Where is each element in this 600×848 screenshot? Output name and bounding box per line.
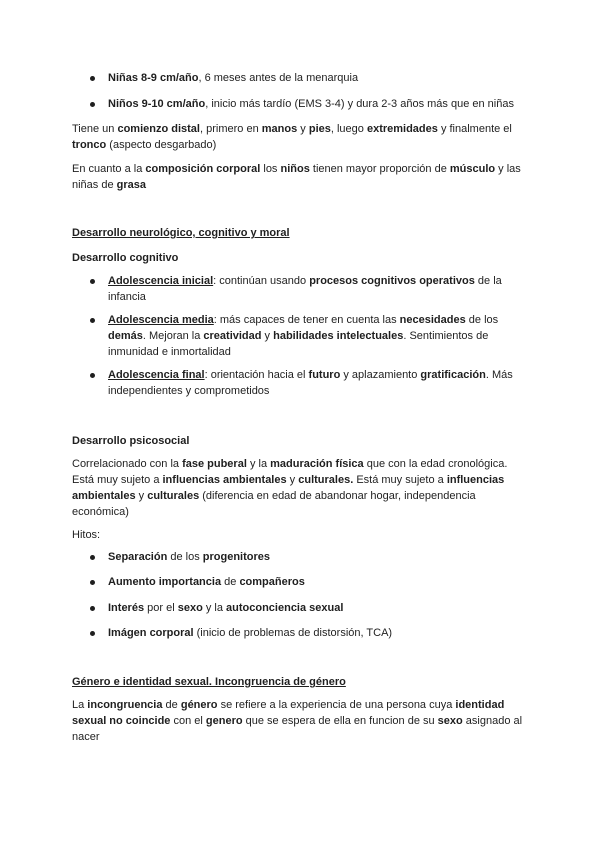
paragraph-composicion-corporal: En cuanto a la composición corporal los niños tienen mayor proporción de músculo y las niñas de grasa bbox=[72, 163, 521, 191]
list-item: Separación de los progenitores bbox=[108, 549, 528, 565]
section-heading-neurologico: Desarrollo neurológico, cognitivo y moral bbox=[72, 227, 290, 239]
list-item-text: , 6 meses antes de la menarquia bbox=[198, 72, 359, 84]
list-item: Interés por el sexo y la autoconciencia sexual bbox=[108, 600, 528, 616]
list-item-bold: Niños 9-10 cm/año bbox=[108, 98, 206, 110]
paragraph-psicosocial: Correlacionado con la fase puberal y la maduración física que con la edad cronológica. Está muy sujeto a influencias ambientales y culturales. Está muy sujeto a influencias ambientales y culturales (diferencia en edad de abandonar hogar, independencia económica) bbox=[72, 458, 508, 518]
list-item bbox=[108, 96, 528, 112]
list-item bbox=[108, 70, 528, 86]
bullet-icon bbox=[90, 606, 95, 611]
list-item: Imágen corporal (inicio de problemas de distorsión, TCA) bbox=[108, 625, 528, 641]
bullet-icon bbox=[90, 76, 95, 81]
bullet-icon bbox=[90, 555, 95, 560]
subheading-cognitivo: Desarrollo cognitivo bbox=[72, 252, 179, 264]
list-item-bold: Niñas 8-9 cm/año bbox=[108, 72, 199, 84]
bullet-icon bbox=[90, 318, 95, 323]
section-heading-genero: Género e identidad sexual. Incongruencia de género bbox=[72, 676, 346, 688]
bullet-icon bbox=[90, 102, 95, 107]
list-item: Adolescencia media: más capaces de tener en cuenta las necesidades de los demás. Mejoran la creatividad y habilidades intelectuales. Sentimientos de inmunidad e inmortalidad bbox=[108, 312, 528, 360]
paragraph-genero: La incongruencia de género se refiere a la experiencia de una persona cuya identidad sexual no coincide con el genero que se espera de ella en funcion de su sexo asignado al nacer bbox=[72, 699, 523, 743]
list-item-text: , inicio más tardío (EMS 3-4) y dura 2-3 años más que en niñas bbox=[205, 98, 514, 110]
bullet-icon bbox=[90, 580, 95, 585]
subheading-psicosocial: Desarrollo psicosocial bbox=[72, 435, 190, 447]
hitos-label: Hitos: bbox=[72, 529, 101, 541]
bullet-icon bbox=[90, 373, 95, 378]
list-item: Aumento importancia de compañeros bbox=[108, 574, 528, 590]
paragraph-comienzo-distal: Tiene un comienzo distal, primero en manos y pies, luego extremidades y finalmente el tronco (aspecto desgarbado) bbox=[72, 123, 512, 151]
bullet-icon bbox=[90, 631, 95, 636]
list-item: Adolescencia inicial: continúan usando procesos cognitivos operativos de la infancia bbox=[108, 273, 528, 305]
list-item: Adolescencia final: orientación hacia el futuro y aplazamiento gratificación. Más independientes y comprometidos bbox=[108, 367, 528, 399]
bullet-icon bbox=[90, 279, 95, 284]
